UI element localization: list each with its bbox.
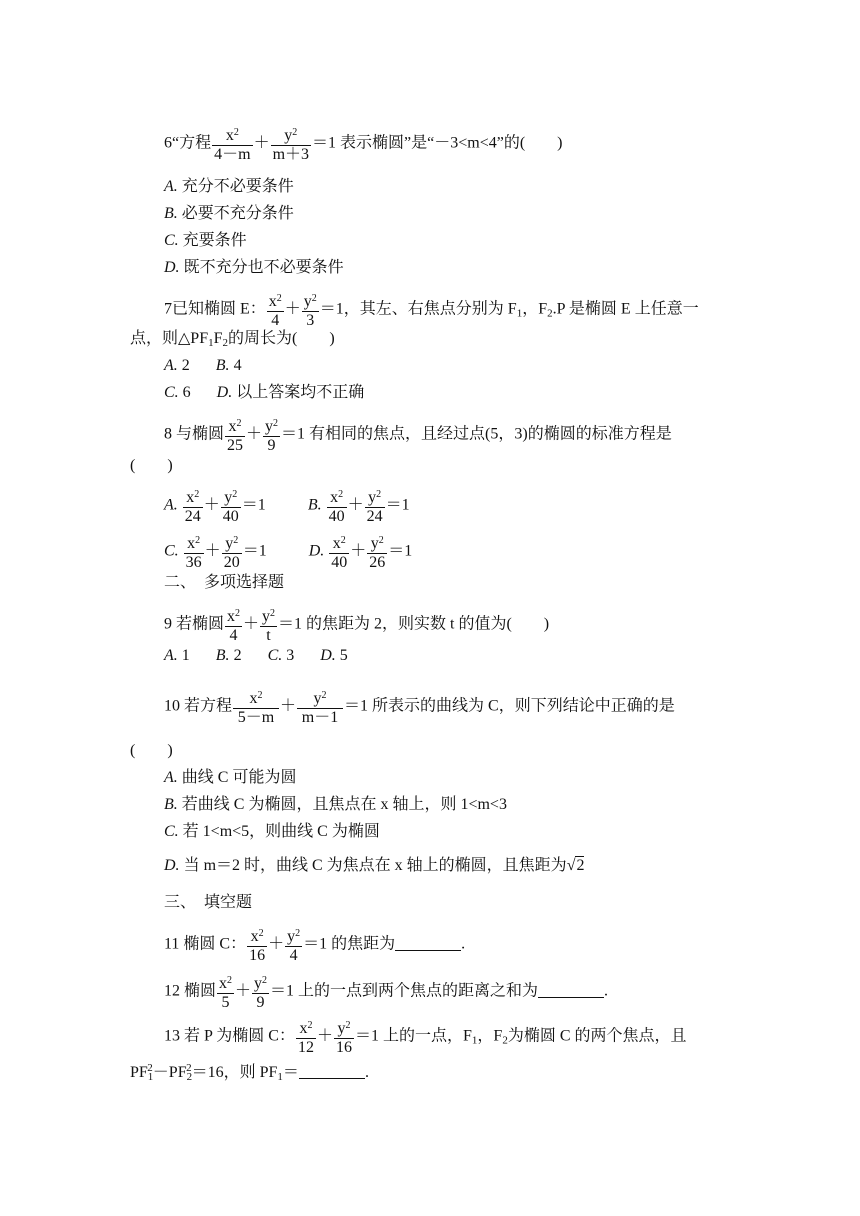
fraction: $\frac{y^2}{16}$ — [334, 1017, 354, 1057]
fraction: $\frac{y^2}{m-1}$ — [297, 687, 343, 727]
fraction: $\frac{x^2}{40}$ — [329, 532, 349, 572]
answer-blank — [538, 983, 604, 998]
q8-stem-line2: ( ) — [130, 457, 173, 474]
q7-stem-line2: 点，则$\triangle PF_1F_2$的周长为( ) — [130, 330, 335, 349]
fraction: $\frac{x^2}{5-m}$ — [233, 687, 279, 727]
fraction: $\frac{x^2}{40}$ — [327, 486, 347, 526]
q6-option-b: B. 必要不充分条件 — [164, 205, 294, 222]
q10-option-d: D. 当 m＝2 时，曲线 C 为焦点在 x 轴上的椭圆，且焦距为√2 — [164, 857, 585, 874]
q9-options: A. 1 B. 2 C. 3 D. 5 — [164, 647, 348, 664]
q8-stem: 8 与椭圆 $\frac{x^2}{25}$ ＋ $\frac{y^2}{9}$ ＝1 有相同的焦点，且经过点(5，3)的椭圆的标准方程是 — [164, 415, 672, 455]
q10-option-b: B. 若曲线 C 为椭圆，且焦点在 x 轴上，则 1<m<3 — [164, 796, 507, 813]
q6-stem: 6“方程 $\frac{x^2}{4-m}$ ＋ $\frac{y^2}{m+3}$ ＝1 表示椭圆”是“－3<m<4”的( ) — [164, 124, 563, 164]
fraction: $\frac{y^2}{3}$ — [302, 290, 319, 330]
q10-option-c: C. 若 1<m<5，则曲线 C 为椭圆 — [164, 823, 380, 840]
section-heading-fill-blank: 三、 填空题 — [164, 894, 253, 911]
fraction: $\frac{x^2}{4}$ — [267, 290, 284, 330]
sqrt-expression: √2 — [566, 857, 585, 874]
q6-option-a: A. 充分不必要条件 — [164, 178, 294, 195]
fraction: $\frac{x^2}{25}$ — [225, 415, 245, 455]
q7-options-row2: C. 6 D. 以上答案均不正确 — [164, 384, 365, 401]
fraction: $\frac{y^2}{26}$ — [367, 532, 387, 572]
section-heading-multi-choice: 二、 多项选择题 — [164, 574, 285, 591]
fraction: $\frac{y^2}{4}$ — [285, 925, 302, 965]
fraction: $\frac{y^2}{40}$ — [221, 486, 241, 526]
q7-options-row1: A. 2 B. 4 — [164, 357, 242, 374]
q11-stem: 11 椭圆 C： $\frac{x^2}{16}$ ＋ $\frac{y^2}{4}$ ＝1 的焦距为 . — [164, 925, 465, 965]
q10-stem: 10 若方程 $\frac{x^2}{5-m}$ ＋ $\frac{y^2}{m-1}$ ＝1 所表示的曲线为 C，则下列结论中正确的是 — [164, 687, 675, 727]
fraction: $\frac{x^2}{4}$ — [225, 605, 242, 645]
q10-stem-line2: ( ) — [130, 742, 173, 759]
fraction: $\frac{x^2}{16}$ — [247, 925, 267, 965]
q13-stem: 13 若 P 为椭圆 C： $\frac{x^2}{12}$ ＋ $\frac{y^2}{16}$ ＝1 上的一点，$F_1$，$F_2$为椭圆 C 的两个焦点，且 — [164, 1017, 687, 1057]
fraction: $\frac{y^2}{m+3}$ — [271, 124, 311, 164]
fraction: $\frac{x^2}{12}$ — [296, 1017, 316, 1057]
fraction: $\frac{x^2}{5}$ — [217, 972, 234, 1012]
fraction: $\frac{x^2}{36}$ — [184, 532, 204, 572]
fraction: $\frac{x^2}{4-m}$ — [212, 124, 252, 164]
q6-option-c: C. 充要条件 — [164, 232, 247, 249]
fraction: $\frac{y^2}{9}$ — [263, 415, 280, 455]
q6-option-d: D. 既不充分也不必要条件 — [164, 259, 344, 276]
fraction: $\frac{y^2}{24}$ — [365, 486, 385, 526]
q8-options-row2: C. $\frac{x^2}{36}$ ＋ $\frac{y^2}{20}$ ＝1 D. $\frac{x^2}{40}$ ＋ $\frac{y^2}{26}$ ＝1 — [164, 532, 412, 572]
fraction: $\frac{y^2}{t}$ — [260, 605, 277, 645]
q8-options-row1: A. $\frac{x^2}{24}$ ＋ $\frac{y^2}{40}$ ＝1 B. $\frac{x^2}{40}$ ＋ $\frac{y^2}{24}$ ＝1 — [164, 486, 410, 526]
fraction: $\frac{y^2}{20}$ — [222, 532, 242, 572]
q12-stem: 12 椭圆 $\frac{x^2}{5}$ ＋ $\frac{y^2}{9}$ ＝1 上的一点到两个焦点的距离之和为 . — [164, 972, 608, 1012]
fraction: $\frac{x^2}{24}$ — [183, 486, 203, 526]
q9-stem: 9 若椭圆 $\frac{x^2}{4}$ ＋ $\frac{y^2}{t}$ ＝1 的焦距为 2，则实数 t 的值为( ) — [164, 605, 549, 645]
q7-stem: 7已知椭圆 E： $\frac{x^2}{4}$ ＋ $\frac{y^2}{3}$ ＝1，其左、右焦点分别为 $F_1$，$F_2.P$ 是椭圆 E 上任意一 — [164, 290, 699, 330]
q10-option-a: A. 曲线 C 可能为圆 — [164, 769, 297, 786]
q13-stem-line2: $PF_1^2-PF_2^2=16$，则 $PF_1=$ . — [130, 1062, 369, 1083]
answer-blank — [395, 936, 461, 951]
answer-blank — [299, 1064, 365, 1079]
fraction: $\frac{y^2}{9}$ — [252, 972, 269, 1012]
